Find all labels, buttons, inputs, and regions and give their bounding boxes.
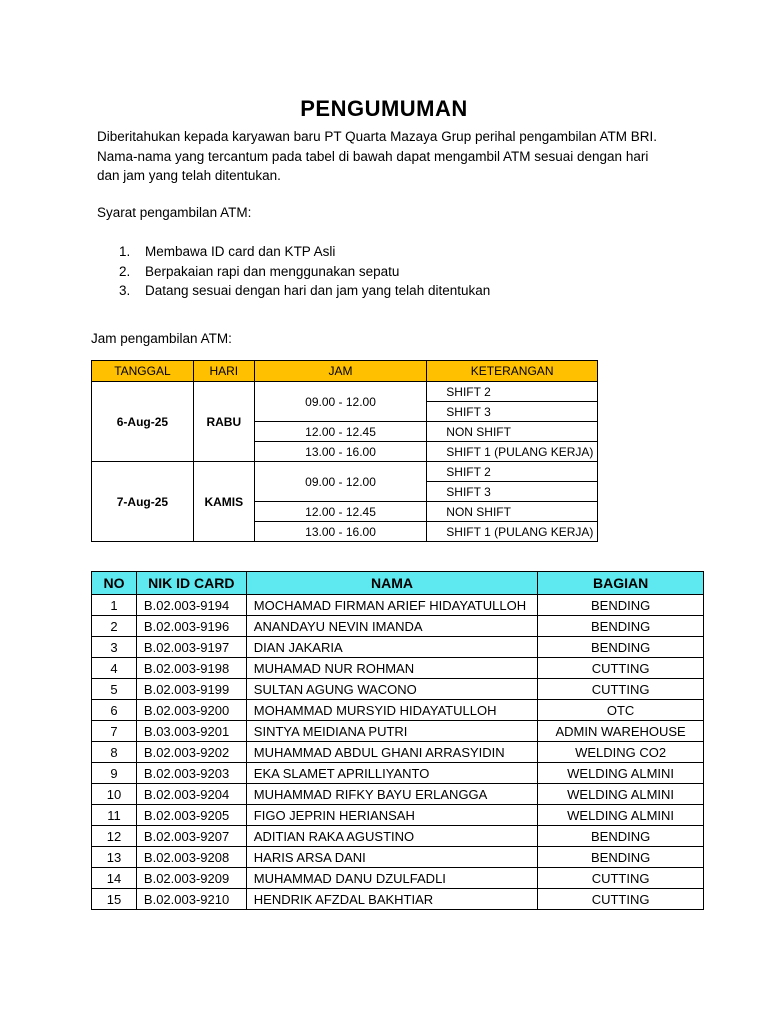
requirement-text: Datang sesuai dengan hari dan jam yang telah ditentukan xyxy=(145,283,491,298)
employee-no: 2 xyxy=(92,616,137,637)
schedule-header-row xyxy=(92,361,598,382)
schedule-header-cell: HARI xyxy=(193,361,254,382)
schedule-note: SHIFT 3 xyxy=(427,402,598,422)
employee-name: MUHAMMAD RIFKY BAYU ERLANGGA xyxy=(246,784,537,805)
employee-name: HENDRIK AFZDAL BAKHTIAR xyxy=(246,889,537,910)
employee-name: MOCHAMAD FIRMAN ARIEF HIDAYATULLOH xyxy=(246,595,537,616)
employee-nik: B.02.003-9194 xyxy=(136,595,246,616)
employee-department: OTC xyxy=(538,700,704,721)
employee-header-cell: NIK ID CARD xyxy=(136,572,246,595)
table-row xyxy=(92,700,704,721)
employee-header-row xyxy=(92,572,704,595)
table-row xyxy=(92,784,704,805)
employee-no: 15 xyxy=(92,889,137,910)
table-row xyxy=(92,679,704,700)
schedule-time: 12.00 - 12.45 xyxy=(254,422,427,442)
table-row xyxy=(92,616,704,637)
employee-nik: B.02.003-9199 xyxy=(136,679,246,700)
employee-name: MUHAMMAD DANU DZULFADLI xyxy=(246,868,537,889)
table-row xyxy=(92,847,704,868)
employee-name: ANANDAYU NEVIN IMANDA xyxy=(246,616,537,637)
requirement-item xyxy=(97,242,490,262)
employee-department: BENDING xyxy=(538,595,704,616)
schedule-time: 09.00 - 12.00 xyxy=(254,462,427,502)
employee-nik: B.02.003-9197 xyxy=(136,637,246,658)
schedule-time: 13.00 - 16.00 xyxy=(254,442,427,462)
employee-no: 7 xyxy=(92,721,137,742)
employee-name: ADITIAN RAKA AGUSTINO xyxy=(246,826,537,847)
employee-nik: B.02.003-9198 xyxy=(136,658,246,679)
table-row xyxy=(92,637,704,658)
intro-line: Diberitahukan kepada karyawan baru PT Quarta Mazaya Grup perihal pengambilan ATM BRI. xyxy=(97,129,658,144)
schedule-note: SHIFT 1 (PULANG KERJA) xyxy=(427,522,598,542)
employee-nik: B.02.003-9207 xyxy=(136,826,246,847)
schedule-day: KAMIS xyxy=(193,462,254,542)
employee-name: MUHAMAD NUR ROHMAN xyxy=(246,658,537,679)
employee-department: CUTTING xyxy=(538,679,704,700)
employee-no: 10 xyxy=(92,784,137,805)
requirement-number: 2. xyxy=(119,263,131,279)
employee-department: BENDING xyxy=(538,616,704,637)
employee-name: HARIS ARSA DANI xyxy=(246,847,537,868)
employee-department: WELDING ALMINI xyxy=(538,784,704,805)
table-row xyxy=(92,595,704,616)
employee-name: EKA SLAMET APRILLIYANTO xyxy=(246,763,537,784)
schedule-note: SHIFT 3 xyxy=(427,482,598,502)
table-row xyxy=(92,826,704,847)
requirement-item xyxy=(97,262,490,282)
employee-nik: B.02.003-9205 xyxy=(136,805,246,826)
schedule-note: NON SHIFT xyxy=(427,422,598,442)
employee-table xyxy=(91,571,704,910)
employee-header-cell: NO xyxy=(92,572,137,595)
employee-no: 11 xyxy=(92,805,137,826)
employee-department: WELDING ALMINI xyxy=(538,805,704,826)
employee-name: MUHAMMAD ABDUL GHANI ARRASYIDIN xyxy=(246,742,537,763)
schedule-date: 6-Aug-25 xyxy=(92,382,194,462)
employee-name: DIAN JAKARIA xyxy=(246,637,537,658)
employee-department: WELDING CO2 xyxy=(538,742,704,763)
table-row xyxy=(92,763,704,784)
requirement-text: Membawa ID card dan KTP Asli xyxy=(145,244,336,259)
table-row xyxy=(92,721,704,742)
schedule-time: 13.00 - 16.00 xyxy=(254,522,427,542)
table-row xyxy=(92,889,704,910)
employee-no: 5 xyxy=(92,679,137,700)
employee-nik: B.02.003-9196 xyxy=(136,616,246,637)
schedule-note: SHIFT 2 xyxy=(427,382,598,402)
schedule-time: 12.00 - 12.45 xyxy=(254,502,427,522)
employee-nik: B.02.003-9204 xyxy=(136,784,246,805)
employee-name: SINTYA MEIDIANA PUTRI xyxy=(246,721,537,742)
employee-name: MOHAMMAD MURSYID HIDAYATULLOH xyxy=(246,700,537,721)
schedule-header-cell: TANGGAL xyxy=(92,361,194,382)
table-row xyxy=(92,868,704,889)
employee-no: 13 xyxy=(92,847,137,868)
requirement-number: 3. xyxy=(119,283,131,298)
intro-paragraph xyxy=(97,127,697,186)
schedule-day: RABU xyxy=(193,382,254,462)
intro-line: dan jam yang telah ditentukan. xyxy=(97,168,281,183)
employee-department: BENDING xyxy=(538,826,704,847)
employee-department: WELDING ALMINI xyxy=(538,763,704,784)
requirement-item xyxy=(97,281,490,301)
schedule-table xyxy=(91,360,598,542)
schedule-note: NON SHIFT xyxy=(427,502,598,522)
requirements-list xyxy=(97,242,490,301)
employee-department: BENDING xyxy=(538,637,704,658)
employee-nik: B.02.003-9210 xyxy=(136,889,246,910)
employee-department: ADMIN WAREHOUSE xyxy=(538,721,704,742)
schedule-note: SHIFT 1 (PULANG KERJA) xyxy=(427,442,598,462)
employee-nik: B.02.003-9208 xyxy=(136,847,246,868)
employee-no: 8 xyxy=(92,742,137,763)
schedule-row xyxy=(92,382,598,402)
table-row xyxy=(92,658,704,679)
employee-no: 14 xyxy=(92,868,137,889)
employee-no: 1 xyxy=(92,595,137,616)
schedule-header-cell: JAM xyxy=(254,361,427,382)
employee-department: CUTTING xyxy=(538,889,704,910)
employee-no: 6 xyxy=(92,700,137,721)
intro-line: Nama-nama yang tercantum pada tabel di bawah dapat mengambil ATM sesuai dengan hari xyxy=(97,148,649,164)
employee-no: 9 xyxy=(92,763,137,784)
page-title: PENGUMUMAN xyxy=(300,96,468,121)
employee-name: FIGO JEPRIN HERIANSAH xyxy=(246,805,537,826)
employee-nik: B.02.003-9209 xyxy=(136,868,246,889)
employee-nik: B.02.003-9202 xyxy=(136,742,246,763)
schedule-row xyxy=(92,462,598,482)
employee-name: SULTAN AGUNG WACONO xyxy=(246,679,537,700)
employee-no: 12 xyxy=(92,826,137,847)
employee-department: CUTTING xyxy=(538,658,704,679)
requirement-number: 1. xyxy=(119,244,131,259)
employee-department: CUTTING xyxy=(538,868,704,889)
employee-table-body xyxy=(92,595,704,910)
employee-department: BENDING xyxy=(538,847,704,868)
employee-header-cell: BAGIAN xyxy=(538,572,704,595)
employee-nik: B.03.003-9201 xyxy=(136,721,246,742)
table-row xyxy=(92,742,704,763)
employee-nik: B.02.003-9200 xyxy=(136,700,246,721)
schedule-note: SHIFT 2 xyxy=(427,462,598,482)
employee-header-cell: NAMA xyxy=(246,572,537,595)
employee-nik: B.02.003-9203 xyxy=(136,763,246,784)
employee-no: 3 xyxy=(92,637,137,658)
schedule-header-cell: KETERANGAN xyxy=(427,361,598,382)
employee-no: 4 xyxy=(92,658,137,679)
table-row xyxy=(92,805,704,826)
schedule-date: 7-Aug-25 xyxy=(92,462,194,542)
requirement-text: Berpakaian rapi dan menggunakan sepatu xyxy=(145,263,400,279)
requirements-title: Syarat pengambilan ATM: xyxy=(97,205,252,220)
schedule-time: 09.00 - 12.00 xyxy=(254,382,427,422)
schedule-title: Jam pengambilan ATM: xyxy=(91,331,232,346)
